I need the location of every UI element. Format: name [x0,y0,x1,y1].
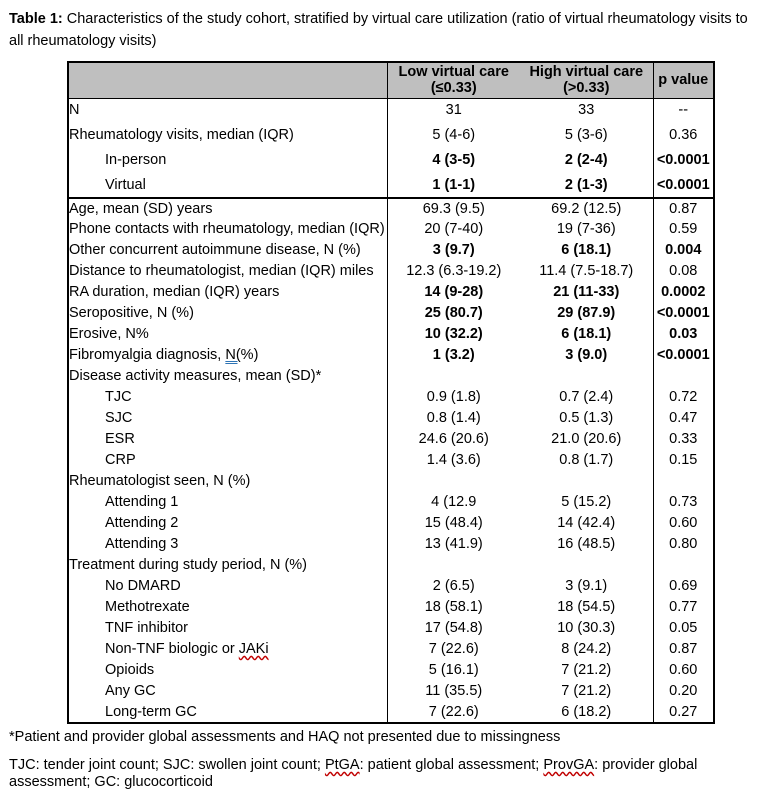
p-value: 0.72 [669,389,698,405]
text-segment: Other concurrent autoimmune disease, N (%) [69,242,361,258]
value-low-virtual-care: 0.9 (1.8) [426,389,481,405]
table-row [68,471,714,492]
value-high-virtual-care: 21 (11-33) [520,282,653,303]
p-value: <0.0001 [653,173,714,198]
table-row [68,660,714,681]
row-label [68,429,387,450]
table-row [68,303,714,324]
text-segment: No DMARD [105,578,181,594]
table-body [68,98,714,723]
value-low-virtual-care: 1 (3.2) [432,347,475,363]
cohort-characteristics-table [67,61,715,724]
table-row [68,173,714,198]
text-segment: TJC [105,389,132,405]
p-value: 0.03 [669,326,698,342]
row-label [68,345,387,366]
text-segment: Table 1: [9,11,63,27]
column-header-low-line1: Low virtual care [398,64,509,81]
text-segment: TNF inhibitor [105,620,188,636]
table-row [68,534,714,555]
value-low-virtual-care: 3 (9.7) [432,242,475,258]
text-segment: Rheumatology visits, median (IQR) [69,127,294,143]
p-value: 0.87 [669,200,698,217]
value-high-virtual-care: 69.2 (12.5) [520,198,653,219]
row-label [68,534,387,555]
p-value: 0.60 [669,515,698,531]
spellcheck-marked-text: ProvGA [543,757,595,773]
table-row [68,261,714,282]
p-value: 0.004 [665,242,702,258]
p-value: <0.0001 [656,152,710,168]
value-high-virtual-care: 29 (87.9) [520,303,653,324]
header-row [68,62,714,98]
value-high-virtual-care: 10 (30.3) [520,618,653,639]
value-high-virtual-care: 33 [520,98,653,123]
row-label [68,597,387,618]
row-label [68,148,387,173]
row-label [68,324,387,345]
table-row [68,345,714,366]
text-segment: Attending 3 [105,536,179,552]
table-row [68,408,714,429]
value-high-virtual-care: 3 (9.0) [520,345,653,366]
value-high-virtual-care [520,555,653,576]
row-label [68,261,387,282]
p-value: 0.0002 [661,284,706,300]
value-high-virtual-care [520,366,653,387]
column-header-low-line2: (≤0.33) [430,80,477,97]
table-caption [9,8,761,52]
value-low-virtual-care: 5 (4-6) [432,127,476,143]
value-high-virtual-care: 3 (9.1) [520,576,653,597]
row-label [68,555,387,576]
table-row [68,198,714,219]
p-value: 0.59 [669,221,698,237]
p-value: 0.20 [669,683,698,699]
text-segment: : patient global assessment; [359,757,544,773]
value-low-virtual-care: 31 [445,102,462,119]
row-label [68,450,387,471]
value-high-virtual-care: 5 (3-6) [520,123,653,148]
spellcheck-marked-text: JAKi [238,641,269,657]
column-header-low-virtual-care [387,62,520,98]
value-low-virtual-care: 13 (41.9) [424,536,483,552]
p-value: 0.77 [669,599,698,615]
value-high-virtual-care: 19 (7-36) [520,219,653,240]
text-segment: Treatment during study period, N (%) [69,557,308,573]
p-value: 0.87 [669,641,698,657]
row-label [68,681,387,702]
spellcheck-marked-text: PtGA [324,757,360,773]
text-segment: Non-TNF biologic or [105,641,239,657]
value-high-virtual-care: 5 (15.2) [520,492,653,513]
text-segment: : provider global assessment; GC: glucocorticoid [9,757,698,790]
table-row [68,240,714,261]
row-label [68,513,387,534]
row-label [68,282,387,303]
p-value: 0.08 [669,263,698,279]
row-label [68,408,387,429]
text-segment: Fibromyalgia diagnosis, [69,347,226,363]
table-row [68,492,714,513]
value-low-virtual-care: 69.3 (9.5) [422,200,485,217]
text-segment: N [69,102,80,119]
text-segment: Attending 1 [105,494,179,510]
p-value: 0.69 [669,578,698,594]
row-label [68,240,387,261]
column-header-high-virtual-care [520,62,653,98]
value-high-virtual-care: 6 (18.1) [520,324,653,345]
row-label [68,492,387,513]
text-segment: RA duration, median (IQR) years [69,284,280,300]
table-footnote: *Patient and provider global assessments and HAQ not presented due to missingness [9,729,561,745]
column-header-high-line1: High virtual care [529,64,644,81]
p-value: 0.36 [669,127,698,143]
value-high-virtual-care: 21.0 (20.6) [520,429,653,450]
text-segment: %) [240,347,259,363]
table-row [68,618,714,639]
value-low-virtual-care: 0.8 (1.4) [426,410,481,426]
text-segment: Opioids [105,662,155,678]
text-segment: Age, mean (SD) years [69,200,213,217]
text-segment: Any GC [105,683,156,699]
text-segment: Virtual [105,176,146,193]
value-low-virtual-care: 1 (1-1) [387,173,520,198]
row-label [68,98,387,123]
text-segment: SJC [105,410,133,426]
table-row [68,513,714,534]
row-label [68,387,387,408]
text-segment: Rheumatologist seen, N (%) [69,473,251,489]
table-row [68,366,714,387]
value-high-virtual-care: 0.5 (1.3) [520,408,653,429]
value-low-virtual-care: 10 (32.2) [424,326,483,342]
p-value: 0.60 [669,662,698,678]
value-high-virtual-care: 16 (48.5) [520,534,653,555]
value-high-virtual-care: 2 (2-4) [520,148,653,173]
table-row [68,555,714,576]
p-value: 0.80 [669,536,698,552]
p-value [653,471,714,492]
table-row [68,387,714,408]
row-label [68,618,387,639]
text-segment: CRP [105,452,136,468]
value-low-virtual-care: 20 (7-40) [424,221,484,237]
p-value: <0.0001 [656,305,710,321]
table-row [68,702,714,723]
value-high-virtual-care: 8 (24.2) [520,639,653,660]
value-high-virtual-care: 18 (54.5) [520,597,653,618]
value-low-virtual-care: 12.3 (6.3-19.2) [406,263,502,279]
value-high-virtual-care: 0.7 (2.4) [520,387,653,408]
value-high-virtual-care: 6 (18.1) [520,240,653,261]
table-row [68,429,714,450]
row-label [68,702,387,723]
spellcheck-marked-text: N( [225,347,241,363]
value-high-virtual-care [520,471,653,492]
table-row [68,324,714,345]
row-label [68,660,387,681]
text-segment: ESR [105,431,135,447]
row-label [68,198,387,219]
p-value: -- [678,102,689,119]
value-low-virtual-care: 1.4 (3.6) [426,452,481,468]
value-high-virtual-care: 7 (21.2) [520,660,653,681]
row-label [68,639,387,660]
row-label [68,219,387,240]
value-low-virtual-care [387,555,520,576]
value-low-virtual-care: 7 (22.6) [428,703,479,720]
value-high-virtual-care: 14 (42.4) [520,513,653,534]
table-row [68,98,714,123]
p-value: 0.33 [669,431,698,447]
p-value: 0.05 [669,620,698,636]
value-low-virtual-care: 5 (16.1) [428,662,479,678]
row-label [68,303,387,324]
p-value: 0.47 [669,410,698,426]
table-row [68,219,714,240]
table-row [68,282,714,303]
value-low-virtual-care: 4 (3-5) [432,152,476,168]
text-segment: In-person [105,152,167,168]
text-segment: Methotrexate [105,599,190,615]
p-value: 0.27 [669,703,698,720]
value-low-virtual-care: 25 (80.7) [424,305,483,321]
text-segment: Seropositive, N (%) [69,305,194,321]
value-low-virtual-care: 24.6 (20.6) [418,431,489,447]
value-low-virtual-care: 4 (12.9 [431,494,477,510]
table-header [68,62,714,98]
value-low-virtual-care [387,366,520,387]
table-row [68,450,714,471]
abbreviations-note [9,757,765,791]
value-low-virtual-care: 17 (54.8) [424,620,483,636]
text-segment: Distance to rheumatologist, median (IQR) miles [69,263,374,279]
p-value [653,555,714,576]
text-segment: Characteristics of the study cohort, stratified by virtual care utilization (ratio of virtual rheumatology visits to all rheumatology visits) [9,11,748,49]
p-value [653,366,714,387]
column-header-blank [68,62,387,98]
table-row [68,576,714,597]
value-high-virtual-care: 0.8 (1.7) [520,450,653,471]
table-row [68,681,714,702]
p-value: <0.0001 [656,347,710,363]
text-segment: Phone contacts with rheumatology, median (IQR) [69,221,385,237]
value-low-virtual-care: 11 (35.5) [425,683,483,699]
text-segment: Long-term GC [105,703,197,720]
row-label [68,576,387,597]
table-row [68,639,714,660]
column-header-high-line2: (>0.33) [563,80,610,97]
text-segment: Disease activity measures, mean (SD)* [69,368,322,384]
value-low-virtual-care: 18 (58.1) [424,599,483,615]
value-low-virtual-care: 14 (9-28) [424,284,484,300]
text-segment: Erosive, N% [69,326,149,342]
column-header-p-value: p value [653,62,714,98]
p-value: 0.73 [669,494,698,510]
value-high-virtual-care: 6 (18.2) [520,702,653,723]
value-high-virtual-care: 2 (1-3) [520,173,653,198]
value-low-virtual-care: 7 (22.6) [428,641,479,657]
text-segment: Attending 2 [105,515,179,531]
table-row [68,123,714,148]
value-low-virtual-care: 15 (48.4) [424,515,483,531]
table-row [68,597,714,618]
p-value: 0.15 [669,452,698,468]
row-label [68,471,387,492]
value-low-virtual-care [387,471,520,492]
value-high-virtual-care: 7 (21.2) [520,681,653,702]
table-row [68,148,714,173]
value-high-virtual-care: 11.4 (7.5-18.7) [520,261,653,282]
text-segment: TJC: tender joint count; SJC: swollen joint count; [9,757,325,773]
row-label [68,123,387,148]
row-label [68,173,387,198]
row-label [68,366,387,387]
value-low-virtual-care: 2 (6.5) [432,578,475,594]
